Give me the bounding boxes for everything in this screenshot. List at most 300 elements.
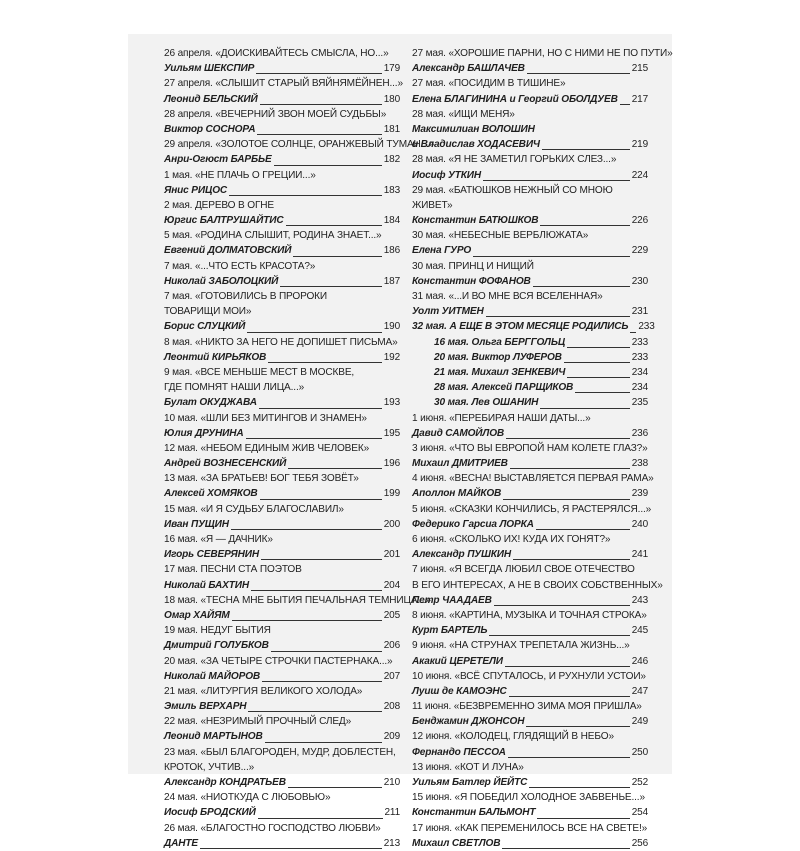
toc-entry-text: 8 мая. «НИКТО ЗА НЕГО НЕ ДОПИШЕТ ПИСЬМА»: [164, 336, 398, 348]
page-number: 236: [631, 427, 648, 439]
page-number: 199: [383, 488, 400, 500]
toc-entry-author: [164, 274, 400, 289]
toc-entry-chapter: [164, 289, 400, 304]
toc-entry-chapter: [412, 790, 648, 805]
toc-entry-author: [164, 638, 400, 653]
toc-entry-text: Виктор СОСНОРА: [164, 123, 256, 135]
toc-entry-author: [164, 152, 400, 167]
page-number: 240: [631, 518, 648, 530]
leader-line: [256, 73, 382, 74]
toc-entry-text: 16 мая. Ольга БЕРГГОЛЬЦ: [434, 336, 566, 348]
toc-entry-text: 30 мая. ПРИНЦ И НИЩИЙ: [412, 260, 534, 272]
toc-entry-author: [164, 578, 400, 593]
toc-entry-text: Евгений ДОЛМАТОВСКИЙ: [164, 245, 292, 257]
toc-entry-text: Юлия ДРУНИНА: [164, 427, 244, 439]
page-number: 233: [631, 351, 648, 363]
toc-entry-text: ДАНТЕ: [164, 837, 199, 849]
toc-entry-chapter: [412, 471, 654, 486]
toc-entry-author: [412, 380, 648, 395]
toc-entry-text: 1 мая. «НЕ ПЛАЧЬ О ГРЕЦИИ...»: [164, 169, 316, 181]
toc-entry-text: Михаил СВЕТЛОВ: [412, 837, 501, 849]
leader-line: [509, 696, 630, 697]
toc-entry-text: Омар ХАЙЯМ: [164, 609, 230, 621]
toc-entry-text: Давид САМОЙЛОВ: [412, 427, 505, 439]
toc-entry-text: Юргис БАЛТРУШАЙТИС: [164, 215, 284, 227]
toc-entry-text: Анри-Огюст БАРБЬЕ: [164, 154, 272, 166]
page-number: 196: [383, 458, 400, 470]
toc-entry-author: [412, 350, 648, 365]
toc-entry-text: 27 апреля. «СЛЫШИТ СТАРЫЙ ВЯЙНЯМЁЙНЕН...»: [164, 78, 403, 90]
toc-entry-text: 15 июня. «Я ПОБЕДИЛ ХОЛОДНОЕ ЗАБВЕНЬЕ...»: [412, 792, 645, 804]
toc-entry-text: 27 мая. «ХОРОШИЕ ПАРНИ, НО С НИМИ НЕ ПО ПУТИ»: [412, 48, 673, 59]
toc-entry-chapter: [412, 198, 648, 213]
toc-entry-text: 1 июня. «ПЕРЕБИРАЯ НАШИ ДАТЫ...»: [412, 412, 591, 424]
toc-entry-text: Елена ГУРО: [412, 245, 472, 257]
toc-entry-text: 21 мая. Михаил ЗЕНКЕВИЧ: [434, 366, 566, 378]
page-number: 211: [384, 807, 400, 819]
toc-entry-author: [412, 426, 648, 441]
toc-entry-text: Булат ОКУДЖАВА: [164, 397, 257, 409]
toc-entry-text: 17 мая. ПЕСНИ СТА ПОЭТОВ: [164, 564, 302, 576]
toc-entry-author: [164, 395, 400, 410]
toc-entry-chapter: [164, 654, 400, 669]
page-number: 193: [383, 397, 400, 409]
toc-entry-text: ТОВАРИЩИ МОИ»: [164, 306, 252, 318]
toc-entry-author: [164, 183, 400, 198]
page-number: 231: [631, 306, 648, 318]
leader-line: [258, 818, 383, 819]
toc-entry-chapter: [412, 183, 648, 198]
toc-entry-chapter: [412, 107, 648, 122]
toc-entry-chapter: [164, 714, 400, 729]
toc-entry-chapter: [164, 137, 435, 152]
toc-entry-author: [412, 274, 648, 289]
page-number: 238: [631, 458, 648, 470]
toc-entry-text: Александр ПУШКИН: [412, 549, 512, 561]
toc-entry-author: [412, 168, 648, 183]
toc-entry-chapter: [164, 198, 400, 213]
toc-entry-text: Янис РИЦОС: [164, 184, 228, 196]
toc-entry-text: Константин БАТЮШКОВ: [412, 215, 539, 227]
toc-entry-author: [412, 456, 648, 471]
page-number: 226: [631, 215, 648, 227]
toc-entry-author: [412, 775, 648, 790]
toc-entry-text: Леонтий КИРЬЯКОВ: [164, 351, 267, 363]
toc-entry-author: [412, 805, 648, 820]
toc-entry-text: ЖИВЕТ»: [412, 199, 453, 211]
page-number: 179: [383, 63, 400, 75]
leader-line: [251, 590, 382, 591]
toc-entry-text: Иосиф БРОДСКИЙ: [164, 807, 256, 819]
toc-entry-chapter: [412, 46, 673, 61]
toc-entry-text: 10 июня. «ВСЁ СПУТАЛОСЬ, И РУХНУЛИ УСТОИ»: [412, 670, 646, 682]
toc-entry-text: 26 апреля. «ДОИСКИВАЙТЕСЬ СМЫСЛА, НО...»: [164, 48, 389, 59]
page-number: 235: [631, 397, 648, 409]
page-number: 256: [631, 837, 648, 849]
toc-entry-chapter: [164, 532, 400, 547]
page-number: 234: [631, 382, 648, 394]
toc-entry-author: [164, 729, 400, 744]
toc-entry-text: 28 мая. «Я НЕ ЗАМЕТИЛ ГОРЬКИХ СЛЕЗ...»: [412, 154, 617, 166]
toc-entry-text: ГДЕ ПОМНЯТ НАШИ ЛИЦА...»: [164, 382, 305, 394]
toc-entry-author: [412, 92, 648, 107]
toc-entry-text: 28 апреля. «ВЕЧЕРНИЙ ЗВОН МОЕЙ СУДЬБЫ»: [164, 108, 387, 120]
leader-line: [494, 605, 630, 606]
toc-entry-author: [164, 456, 400, 471]
toc-entry-chapter: [164, 684, 400, 699]
toc-entry-chapter: [164, 441, 400, 456]
leader-line: [508, 757, 630, 758]
toc-entry-chapter: [164, 46, 400, 61]
page-number: 200: [383, 518, 400, 530]
page-number: 230: [631, 275, 648, 287]
toc-entry-chapter: [164, 304, 400, 319]
toc-entry-chapter: [164, 228, 400, 243]
toc-entry-text: Александр БАШЛАЧЕВ: [412, 63, 525, 75]
toc-entry-text: 19 мая. НЕДУГ БЫТИЯ: [164, 625, 271, 637]
toc-entry-chapter: [164, 259, 400, 274]
leader-line: [229, 195, 382, 196]
toc-entry-text: 7 мая. «...ЧТО ЕСТЬ КРАСОТА?»: [164, 260, 316, 272]
toc-entry-author: [412, 623, 648, 638]
toc-entry-text: Елена БЛАГИНИНА и Георгий ОБОЛДУЕВ: [412, 93, 618, 105]
toc-entry-chapter: [412, 441, 648, 456]
toc-entry-text: Игорь СЕВЕРЯНИН: [164, 549, 259, 561]
leader-line: [630, 332, 636, 333]
toc-entry-text: Николай МАЙОРОВ: [164, 670, 261, 682]
toc-entry-text: Уолт УИТМЕН: [412, 306, 484, 318]
leader-line: [247, 332, 381, 333]
toc-entry-author: [164, 426, 400, 441]
toc-entry-author: [412, 335, 648, 350]
toc-entry-text: Борис СЛУЦКИЙ: [164, 321, 246, 333]
leader-line: [540, 408, 629, 409]
leader-line: [231, 529, 382, 530]
toc-entry-text: Иван ПУЩИН: [164, 518, 229, 530]
leader-line: [286, 225, 382, 226]
toc-entry-text: Андрей ВОЗНЕСЕНСКИЙ: [164, 458, 287, 470]
toc-entry-chapter: [412, 76, 648, 91]
toc-entry-author: [164, 836, 400, 851]
toc-entry-text: 11 июня. «БЕЗВРЕМЕННО ЗИМА МОЯ ПРИШЛА»: [412, 701, 642, 713]
page-number: 224: [631, 169, 648, 181]
leader-line: [527, 73, 630, 74]
leader-line: [483, 180, 630, 181]
toc-entry-author: [412, 654, 648, 669]
toc-entry-text: 2 мая. ДЕРЕВО В ОГНЕ: [164, 199, 275, 211]
toc-entry-text: 29 мая. «БАТЮШКОВ НЕЖНЫЙ СО МНОЮ: [412, 184, 613, 196]
toc-entry-chapter: [164, 790, 400, 805]
page-number: 213: [383, 837, 400, 849]
toc-entry-text: 9 июня. «НА СТРУНАХ ТРЕПЕТАЛА ЖИЗНЬ...»: [412, 640, 630, 652]
toc-entry-text: 5 июня. «СКАЗКИ КОНЧИЛИСЬ, Я РАСТЕРЯЛСЯ...»: [412, 503, 652, 515]
toc-entry-author: [164, 213, 400, 228]
leader-line: [542, 149, 630, 150]
toc-entry-chapter: [164, 760, 400, 775]
leader-line: [526, 726, 629, 727]
toc-entry-text: Константин ФОФАНОВ: [412, 275, 531, 287]
toc-entry-text: 32 мая. А ЕЩЕ В ЭТОМ МЕСЯЦЕ РОДИЛИСЬ: [412, 321, 629, 333]
toc-entry-chapter: [412, 228, 648, 243]
toc-entry-author: [164, 699, 400, 714]
page-number: 205: [383, 609, 400, 621]
leader-line: [529, 787, 629, 788]
leader-line: [232, 620, 382, 621]
toc-entry-chapter: [412, 289, 648, 304]
toc-entry-text: 7 мая. «ГОТОВИЛИСЬ В ПРОРОКИ: [164, 291, 328, 302]
toc-entry-text: 24 мая. «НИОТКУДА С ЛЮБОВЬЮ»: [164, 792, 331, 804]
toc-entry-chapter: [164, 365, 400, 380]
page-number: 246: [631, 655, 648, 667]
toc-entry-text: В ЕГО ИНТЕРЕСАХ, А НЕ В СВОИХ СОБСТВЕННЫХ»: [412, 579, 663, 591]
toc-entry-text: Николай ЗАБОЛОЦКИЙ: [164, 275, 279, 287]
page-number: 219: [631, 139, 648, 151]
leader-line: [280, 286, 381, 287]
page-number: 243: [631, 594, 648, 606]
toc-entry-chapter: [412, 502, 652, 517]
page-number: 233: [631, 336, 648, 348]
toc-entry-text: 9 мая. «ВСЕ МЕНЬШЕ МЕСТ В МОСКВЕ,: [164, 366, 355, 378]
toc-entry-chapter: [412, 638, 648, 653]
toc-entry-author: [412, 517, 648, 532]
toc-entry-text: 22 мая. «НЕЗРИМЫЙ ПРОЧНЫЙ СЛЕД»: [164, 716, 352, 728]
leader-line: [506, 438, 630, 439]
leader-line: [503, 499, 630, 500]
leader-line: [274, 165, 382, 166]
leader-line: [288, 468, 382, 469]
toc-entry-text: 27 мая. «ПОСИДИМ В ТИШИНЕ»: [412, 78, 566, 90]
toc-entry-author: [164, 669, 400, 684]
toc-entry-author: [412, 547, 648, 562]
leader-line: [261, 559, 382, 560]
toc-entry-chapter: [412, 699, 648, 714]
toc-entry-author: [412, 213, 648, 228]
toc-entry-author: [164, 775, 400, 790]
leader-line: [510, 468, 630, 469]
toc-entry-author: [412, 304, 648, 319]
leader-line: [537, 818, 629, 819]
toc-entry-author: [412, 684, 648, 699]
toc-entry-chapter: [164, 623, 400, 638]
page-number: 201: [383, 549, 400, 561]
page-number: 250: [631, 746, 648, 758]
toc-entry-text: 29 апреля. «ЗОЛОТОЕ СОЛНЦЕ, ОРАНЖЕВЫЙ ТУМАН...»: [164, 139, 435, 151]
toc-entry-text: 13 мая. «ЗА БРАТЬЕВ! БОГ ТЕБЯ ЗОВЁТ»: [164, 473, 359, 485]
toc-entry-text: Федерико Гарсиа ЛОРКА: [412, 518, 534, 530]
toc-entry-author: [412, 319, 655, 334]
toc-entry-author: [412, 745, 648, 760]
leader-line: [473, 256, 630, 257]
toc-entry-text: 20 мая. «ЗА ЧЕТЫРЕ СТРОЧКИ ПАСТЕРНАКА...»: [164, 655, 393, 667]
page-number: 215: [631, 63, 648, 75]
leader-line: [259, 408, 382, 409]
leader-line: [293, 256, 381, 257]
toc-entry-text: 28 мая. «ИЩИ МЕНЯ»: [412, 108, 515, 120]
toc-entry-text: Дмитрий ГОЛУБКОВ: [164, 640, 269, 652]
page-number: 247: [631, 685, 648, 697]
toc-entry-chapter: [412, 608, 648, 623]
toc-entry-chapter: [164, 335, 400, 350]
toc-entry-text: Николай БАХТИН: [164, 579, 249, 591]
toc-entry-text: 8 июня. «КАРТИНА, МУЗЫКА И ТОЧНАЯ СТРОКА»: [412, 609, 647, 621]
leader-line: [513, 559, 630, 560]
page-number: 192: [383, 351, 400, 363]
toc-entry-text: 17 июня. «КАК ПЕРЕМЕНИЛОСЬ ВСЕ НА СВЕТЕ!»: [412, 822, 648, 834]
toc-entry-author: [412, 714, 648, 729]
toc-entry-chapter: [412, 821, 648, 836]
leader-line: [246, 438, 382, 439]
toc-entry-text: 10 мая. «ШЛИ БЕЗ МИТИНГОВ И ЗНАМЕН»: [164, 412, 367, 424]
toc-entry-chapter: [164, 471, 400, 486]
toc-entry-text: 18 мая. «ТЕСНА МНЕ БЫТИЯ ПЕЧАЛЬНАЯ ТЕМНИЦА...»: [164, 594, 431, 606]
page-number: 182: [383, 154, 400, 166]
toc-entry-text: Аполлон МАЙКОВ: [412, 488, 502, 500]
toc-column-right: [412, 46, 673, 851]
book-page: [128, 34, 673, 849]
toc-entry-text: 20 мая. Виктор ЛУФЕРОВ: [434, 351, 562, 363]
toc-entry-text: 28 мая. Алексей ПАРЩИКОВ: [434, 382, 574, 394]
leader-line: [268, 362, 382, 363]
toc-entry-text: Леонид БЕЛЬСКИЙ: [164, 93, 258, 105]
page-number: 195: [383, 427, 400, 439]
page-number: 241: [631, 549, 648, 561]
page-number: 229: [631, 245, 648, 257]
toc-entry-chapter: [164, 168, 400, 183]
toc-entry-text: 31 мая. «...И ВО МНЕ ВСЯ ВСЕЛЕННАЯ»: [412, 291, 603, 302]
toc-entry-author: [164, 517, 400, 532]
page-number: 206: [383, 640, 400, 652]
leader-line: [575, 392, 630, 393]
leader-line: [248, 711, 381, 712]
page-number: 190: [383, 321, 400, 333]
toc-entry-chapter: [412, 152, 648, 167]
toc-entry-chapter: [164, 380, 400, 395]
page-number: 207: [383, 670, 400, 682]
toc-entry-text: 3 июня. «ЧТО ВЫ ЕВРОПОЙ НАМ КОЛЕТЕ ГЛАЗ?»: [412, 442, 648, 454]
toc-entry-chapter: [164, 593, 431, 608]
toc-entry-text: 4 июня. «ВЕСНА! ВЫСТАВЛЯЕТСЯ ПЕРВАЯ РАМА»: [412, 473, 654, 485]
toc-entry-author: [164, 805, 400, 820]
leader-line: [502, 848, 629, 849]
toc-entry-text: 30 мая. «НЕБЕСНЫЕ ВЕРБЛЮЖАТА»: [412, 230, 589, 242]
page-number: 252: [631, 777, 648, 788]
toc-entry-author: [412, 395, 648, 410]
toc-entry-author: [412, 122, 648, 137]
toc-entry-author: [412, 365, 648, 380]
toc-entry-text: Уильям Батлер ЙЕЙТС: [412, 777, 528, 788]
leader-line: [486, 316, 630, 317]
toc-entry-author: [164, 486, 400, 501]
leader-line: [260, 104, 382, 105]
toc-entry-text: Фернандо ПЕССОА: [412, 746, 506, 758]
toc-entry-text: Курт БАРТЕЛЬ: [412, 625, 488, 637]
toc-entry-author: [164, 122, 400, 137]
toc-entry-chapter: [164, 76, 403, 91]
page-number: 209: [383, 731, 400, 743]
toc-entry-text: 15 мая. «И Я СУДЬБУ БЛАГОСЛАВИЛ»: [164, 503, 344, 515]
toc-entry-chapter: [412, 578, 663, 593]
leader-line: [536, 529, 630, 530]
page-number: 249: [631, 716, 648, 728]
toc-entry-text: Леонид МАРТЫНОВ: [164, 731, 263, 743]
toc-entry-text: 6 июня. «СКОЛЬКО ИХ! КУДА ИХ ГОНЯТ?»: [412, 534, 611, 545]
leader-line: [505, 666, 630, 667]
toc-entry-author: [164, 92, 400, 107]
leader-line: [620, 104, 630, 105]
toc-entry-text: 7 июня. «Я ВСЕГДА ЛЮБИЛ СВОЕ ОТЕЧЕСТВО: [412, 564, 635, 576]
page-number: 183: [383, 184, 400, 196]
leader-line: [567, 347, 630, 348]
toc-entry-text: 16 мая. «Я — ДАЧНИК»: [164, 534, 273, 545]
toc-entry-author: [164, 61, 400, 76]
toc-entry-text: Эмиль ВЕРХАРН: [164, 701, 247, 713]
toc-entry-chapter: [164, 562, 400, 577]
toc-entry-text: 21 мая. «ЛИТУРГИЯ ВЕЛИКОГО ХОЛОДА»: [164, 685, 363, 697]
toc-entry-author: [412, 61, 648, 76]
toc-entry-chapter: [412, 532, 648, 547]
leader-line: [564, 362, 630, 363]
toc-entry-chapter: [164, 745, 400, 760]
page-number: 208: [383, 701, 400, 713]
toc-entry-text: Акакий ЦЕРЕТЕЛИ: [412, 655, 503, 667]
leader-line: [567, 377, 629, 378]
toc-entry-text: Михаил ДМИТРИЕВ: [412, 458, 508, 470]
toc-entry-chapter: [412, 669, 648, 684]
toc-entry-author: [164, 319, 400, 334]
toc-entry-text: Александр КОНДРАТЬЕВ: [164, 777, 286, 788]
page-number: 210: [383, 777, 400, 788]
page-number: 187: [383, 275, 400, 287]
toc-entry-text: Максимилиан ВОЛОШИН: [412, 123, 535, 135]
page-number: 204: [383, 579, 400, 591]
leader-line: [288, 787, 382, 788]
page-number: 233: [638, 321, 655, 333]
toc-entry-text: 5 мая. «РОДИНА СЛЫШИТ, РОДИНА ЗНАЕТ...»: [164, 230, 382, 242]
toc-entry-text: 12 мая. «НЕБОМ ЕДИНЫМ ЖИВ ЧЕЛОВЕК»: [164, 442, 370, 454]
toc-entry-text: Константин БАЛЬМОНТ: [412, 807, 536, 819]
leader-line: [200, 848, 382, 849]
page-number: 186: [383, 245, 400, 257]
page-number: 234: [631, 366, 648, 378]
toc-entry-text: 26 мая. «БЛАГОСТНО ГОСПОДСТВО ЛЮБВИ»: [164, 822, 381, 834]
toc-entry-chapter: [412, 259, 648, 274]
toc-entry-text: Алексей ХОМЯКОВ: [164, 488, 258, 500]
toc-entry-text: 12 июня. «КОЛОДЕЦ, ГЛЯДЯЩИЙ В НЕБО»: [412, 731, 614, 743]
toc-entry-chapter: [164, 411, 400, 426]
toc-entry-chapter: [412, 411, 648, 426]
leader-line: [257, 134, 381, 135]
page-number: 181: [383, 123, 400, 135]
toc-entry-chapter: [412, 729, 648, 744]
toc-entry-author: [412, 593, 648, 608]
toc-entry-text: и Владислав ХОДАСЕВИЧ: [412, 139, 540, 151]
toc-entry-author: [412, 137, 648, 152]
toc-entry-author: [164, 350, 400, 365]
leader-line: [489, 635, 629, 636]
toc-entry-chapter: [164, 107, 400, 122]
toc-entry-text: Уильям ШЕКСПИР: [164, 63, 255, 75]
toc-entry-chapter: [412, 562, 648, 577]
toc-entry-author: [164, 243, 400, 258]
page-number: 180: [383, 93, 400, 105]
toc-entry-author: [412, 486, 648, 501]
toc-entry-chapter: [164, 821, 400, 836]
toc-entry-text: 30 мая. Лев ОШАНИН: [434, 397, 539, 409]
toc-entry-chapter: [164, 502, 400, 517]
leader-line: [262, 681, 382, 682]
toc-entry-author: [412, 243, 648, 258]
page-number: 245: [631, 625, 648, 637]
